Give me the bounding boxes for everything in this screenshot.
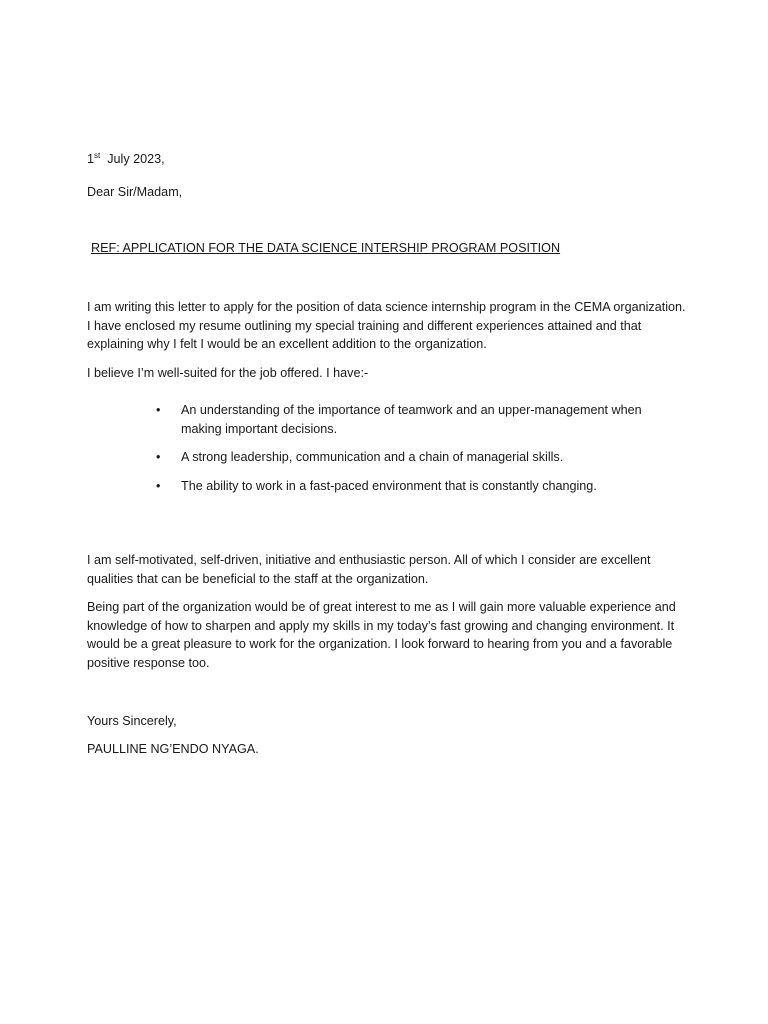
date-rest: July 2023,	[107, 152, 165, 166]
signature-name: PAULLINE NG’ENDO NYAGA.	[87, 742, 259, 756]
list-item-text: A strong leadership, communication and a chain of managerial skills.	[181, 450, 564, 464]
reference-line: REF: APPLICATION FOR THE DATA SCIENCE INTERSHIP PROGRAM POSITION	[91, 241, 561, 255]
paragraph-interest: Being part of the organization would be of great interest to me as I will gain more valuable experience and knowledge of how to sharpen and apply my skills in my today’s fast growing and changing environment. It would be a great pleasure to work for the organization. I look forward to hearing from you and a favorable positive response too.	[87, 600, 676, 670]
qualifications-list	[150, 401, 670, 505]
bullet-icon: •	[156, 478, 161, 493]
date-day: 1	[87, 152, 95, 166]
paragraph-intro: I am writing this letter to apply for the position of data science internship program in the CEMA organization. I have enclosed my resume outlining my special training and different experiences attained and that explaining why I felt I would be an excellent addition to the organization.	[87, 300, 686, 351]
list-item	[150, 477, 670, 496]
bullet-icon: •	[156, 450, 161, 464]
list-item	[150, 401, 670, 438]
list-item-text: An understanding of the importance of teamwork and an upper-management when making important decisions.	[181, 403, 642, 436]
list-item-text: The ability to work in a fast-paced environment that is constantly changing.	[181, 478, 597, 493]
salutation: Dear Sir/Madam,	[87, 185, 183, 199]
paragraph-suited: I believe I’m well-suited for the job offered. I have:-	[87, 366, 369, 380]
date-suffix: st	[94, 150, 101, 160]
bullet-icon: •	[156, 403, 161, 417]
paragraph-qualities: I am self-motivated, self-driven, initiative and enthusiastic person. All of which I consider are excellent qualities that can be beneficial to the staff at the organization.	[87, 553, 651, 586]
list-item	[150, 448, 670, 467]
letter-date	[87, 150, 165, 169]
closing: Yours Sincerely,	[87, 714, 177, 728]
